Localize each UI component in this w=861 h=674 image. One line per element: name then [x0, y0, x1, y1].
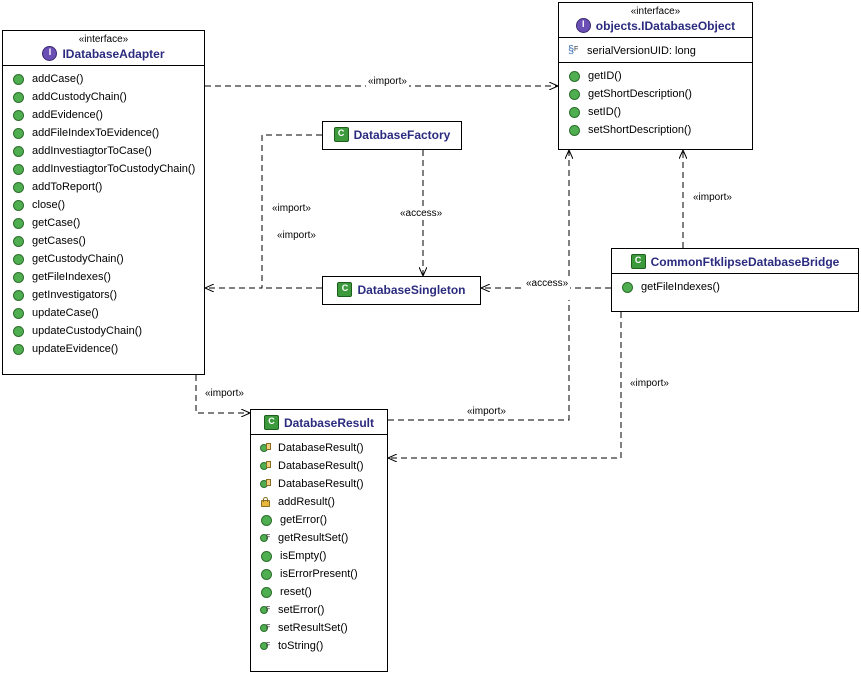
public-method-icon	[622, 282, 633, 293]
public-method-icon	[13, 182, 24, 193]
member-label: addInvestiagtorToCase()	[32, 145, 152, 157]
public-method-icon	[13, 92, 24, 103]
public-method-icon	[13, 272, 24, 283]
member-label: isEmpty()	[280, 550, 327, 562]
member-row[interactable]	[7, 340, 200, 358]
member-label: DatabaseResult()	[278, 442, 364, 454]
members-compartment	[559, 63, 752, 144]
member-label: setShortDescription()	[588, 124, 692, 136]
member-row[interactable]	[563, 121, 748, 139]
member-label: addToReport()	[32, 181, 103, 193]
member-row[interactable]	[7, 124, 200, 142]
public-method-icon	[13, 128, 24, 139]
member-label: addEvidence()	[32, 109, 103, 121]
class-node-idatabaseadapter[interactable]	[2, 30, 205, 375]
member-row[interactable]	[255, 493, 383, 511]
class-icon	[264, 415, 279, 430]
public-method-icon	[261, 551, 272, 562]
node-header	[559, 3, 752, 37]
member-row[interactable]	[7, 106, 200, 124]
member-row[interactable]	[7, 250, 200, 268]
node-title: CommonFtklipseDatabaseBridge	[650, 254, 840, 269]
member-label: isErrorPresent()	[280, 568, 358, 580]
member-row[interactable]	[255, 475, 383, 493]
edge-label-access-factory-singleton: «access»	[400, 208, 443, 219]
member-label: getShortDescription()	[588, 88, 692, 100]
node-header	[3, 31, 204, 65]
final-method-icon	[260, 533, 271, 544]
member-row[interactable]	[7, 70, 200, 88]
member-label: getInvestigators()	[32, 289, 117, 301]
edge-label-import-adapter-object: «import»	[368, 76, 407, 87]
static-field-icon	[568, 45, 580, 57]
member-row[interactable]	[7, 178, 200, 196]
member-row[interactable]	[255, 457, 383, 475]
member-label: addInvestiagtorToCustodyChain()	[32, 163, 196, 175]
node-header	[323, 277, 480, 301]
public-method-icon	[13, 290, 24, 301]
member-label: close()	[32, 199, 66, 211]
edge-label-import-singleton: «import»	[277, 230, 316, 241]
members-compartment	[3, 66, 204, 363]
edge-label-import-adapter-result: «import»	[205, 388, 244, 399]
member-row[interactable]	[563, 67, 748, 85]
final-method-icon	[260, 641, 271, 652]
public-method-icon	[569, 71, 580, 82]
member-label: getCustodyChain()	[32, 253, 124, 265]
member-label: updateCustodyChain()	[32, 325, 143, 337]
field-row[interactable]	[563, 42, 748, 60]
node-header	[612, 249, 858, 273]
member-row[interactable]	[7, 322, 200, 340]
member-label: addCase()	[32, 73, 84, 85]
public-method-icon	[13, 236, 24, 247]
member-label: setResultSet()	[278, 622, 348, 634]
member-label: setID()	[588, 106, 621, 118]
member-label: getID()	[588, 70, 622, 82]
member-row[interactable]	[7, 268, 200, 286]
public-method-icon	[13, 254, 24, 265]
node-stereotype: «interface»	[630, 6, 681, 17]
public-method-icon	[261, 569, 272, 580]
constructor-icon	[260, 479, 271, 490]
member-row[interactable]	[7, 214, 200, 232]
member-row[interactable]	[7, 196, 200, 214]
member-row[interactable]	[255, 547, 383, 565]
member-label: getCase()	[32, 217, 81, 229]
final-method-icon	[260, 605, 271, 616]
member-label: reset()	[280, 586, 312, 598]
edge-label-access-bridge-singleton: «access»	[526, 278, 569, 289]
member-row[interactable]	[7, 142, 200, 160]
public-method-icon	[13, 164, 24, 175]
edge-label-import-result-singleton: «import»	[467, 406, 506, 417]
member-row[interactable]	[563, 85, 748, 103]
public-method-icon	[13, 110, 24, 121]
fields-compartment	[559, 38, 752, 62]
node-title: IDatabaseAdapter	[62, 46, 165, 61]
public-method-icon	[261, 587, 272, 598]
node-header	[323, 122, 461, 146]
member-label: DatabaseResult()	[278, 478, 364, 490]
node-title: DatabaseFactory	[353, 127, 451, 142]
class-node-databasefactory[interactable]	[322, 121, 462, 150]
member-row[interactable]	[616, 278, 854, 296]
member-row[interactable]	[7, 160, 200, 178]
constructor-icon	[260, 461, 271, 472]
member-label: getResultSet()	[278, 532, 349, 544]
private-method-icon	[260, 497, 271, 508]
member-row[interactable]	[255, 511, 383, 529]
members-compartment	[612, 274, 858, 301]
member-row[interactable]	[255, 529, 383, 547]
member-label: updateEvidence()	[32, 343, 119, 355]
member-label: addCustodyChain()	[32, 91, 127, 103]
member-row[interactable]	[7, 232, 200, 250]
field-label: serialVersionUID: long	[587, 45, 696, 57]
public-method-icon	[13, 344, 24, 355]
member-row[interactable]	[255, 565, 383, 583]
member-label: getFileIndexes()	[32, 271, 111, 283]
edge-label-import-bridge-object: «import»	[693, 192, 732, 203]
edge-label-import-factory: «import»	[272, 203, 311, 214]
node-title: DatabaseResult	[283, 415, 375, 430]
member-row[interactable]	[255, 619, 383, 637]
member-row[interactable]	[255, 601, 383, 619]
member-label: DatabaseResult()	[278, 460, 364, 472]
public-method-icon	[13, 200, 24, 211]
node-header	[251, 410, 387, 434]
member-row[interactable]	[7, 88, 200, 106]
member-row[interactable]	[563, 103, 748, 121]
member-label: addResult()	[278, 496, 335, 508]
public-method-icon	[569, 125, 580, 136]
public-method-icon	[569, 89, 580, 100]
member-row[interactable]	[255, 637, 383, 655]
node-title: objects.IDatabaseObject	[595, 18, 736, 33]
member-row[interactable]	[255, 583, 383, 601]
class-node-databaseresult[interactable]	[250, 409, 388, 672]
public-method-icon	[13, 326, 24, 337]
class-icon	[337, 282, 352, 297]
member-label: getCases()	[32, 235, 86, 247]
member-label: getFileIndexes()	[641, 281, 720, 293]
class-icon	[334, 127, 349, 142]
node-title: DatabaseSingleton	[357, 282, 466, 297]
public-method-icon	[261, 515, 272, 526]
member-label: getError()	[280, 514, 328, 526]
interface-icon	[576, 18, 591, 33]
constructor-icon	[260, 443, 271, 454]
member-label: setError()	[278, 604, 325, 616]
public-method-icon	[569, 107, 580, 118]
node-stereotype: «interface»	[78, 34, 129, 45]
final-method-icon	[260, 623, 271, 634]
edge-label-import-bridge-result: «import»	[630, 378, 669, 389]
member-row[interactable]	[7, 304, 200, 322]
members-compartment	[251, 435, 387, 660]
interface-icon	[42, 46, 57, 61]
class-node-databasesingleton[interactable]	[322, 276, 481, 305]
member-row[interactable]	[255, 439, 383, 457]
member-row[interactable]	[7, 286, 200, 304]
public-method-icon	[13, 74, 24, 85]
class-icon	[631, 254, 646, 269]
public-method-icon	[13, 146, 24, 157]
member-label: addFileIndexToEvidence()	[32, 127, 160, 139]
class-node-idatabaseobject[interactable]	[558, 2, 753, 150]
public-method-icon	[13, 308, 24, 319]
member-label: updateCase()	[32, 307, 99, 319]
member-label: toString()	[278, 640, 324, 652]
class-node-commonftklipsedatabasebridge[interactable]	[611, 248, 859, 312]
public-method-icon	[13, 218, 24, 229]
